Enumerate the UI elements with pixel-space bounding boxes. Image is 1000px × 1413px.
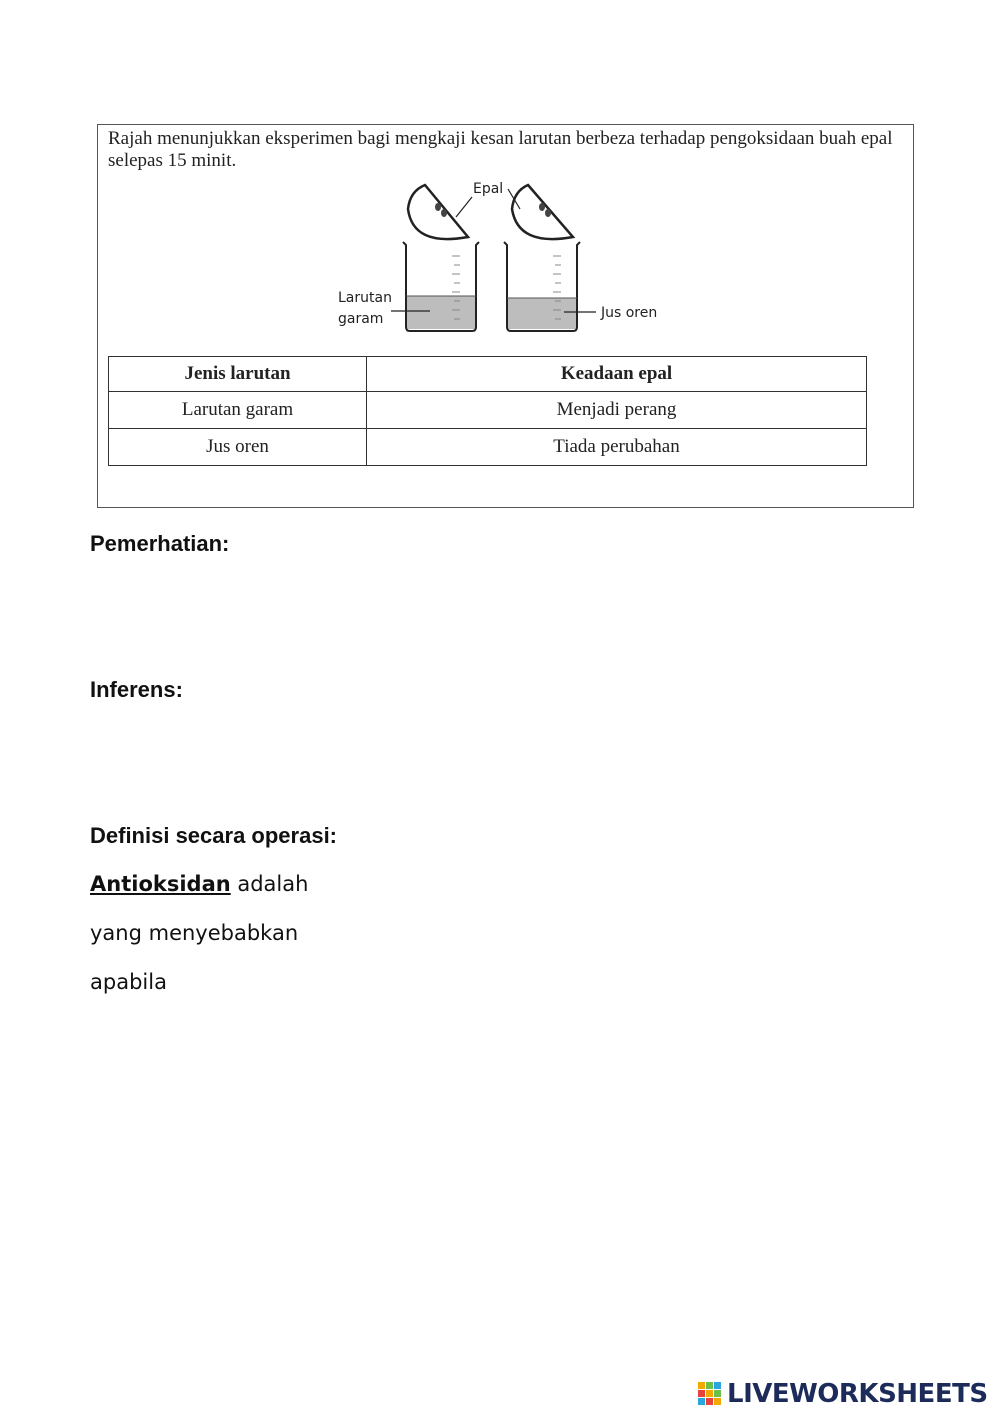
operational-definition-heading: Definisi secara operasi: — [90, 823, 338, 848]
table-row — [109, 429, 867, 466]
definition-term: Antioksidan — [90, 872, 231, 896]
beaker-right — [504, 242, 580, 331]
liveworksheets-logo — [697, 1378, 988, 1410]
observation-heading: Pemerhatian: — [90, 531, 230, 556]
definition-line-1 — [90, 872, 308, 896]
liveworksheets-logo-text: LIVEWORKSHEETS — [727, 1379, 988, 1409]
table-cell: Larutan garam — [109, 392, 367, 429]
table-cell: Menjadi perang — [367, 392, 867, 429]
question-box — [97, 124, 914, 508]
inference-heading: Inferens: — [90, 677, 183, 702]
table-header: Keadaan epal — [367, 357, 867, 392]
orange-juice-label: Jus oren — [601, 305, 658, 321]
salt-solution-label-line2: garam — [338, 311, 384, 327]
table-cell: Tiada perubahan — [367, 429, 867, 466]
apple-slice-right — [512, 185, 573, 239]
table-cell: Jus oren — [109, 429, 367, 466]
question-intro: Rajah menunjukkan eksperimen bagi mengkaji kesan larutan berbeza terhadap pengoksidaan buah epal selepas 15 minit. — [108, 128, 893, 171]
apple-slice-left — [408, 185, 468, 239]
beaker-left — [403, 242, 479, 331]
definition-line-1-rest: adalah — [230, 872, 309, 896]
experiment-diagram — [98, 125, 913, 355]
definition-line-2: yang menyebabkan — [90, 921, 299, 945]
definition-line-3: apabila — [90, 970, 167, 994]
apple-label: Epal — [473, 181, 504, 197]
liveworksheets-logo-icon — [697, 1381, 723, 1407]
salt-solution-label-line1: Larutan — [338, 290, 392, 306]
table-header: Jenis larutan — [109, 357, 367, 392]
table-row — [109, 392, 867, 429]
table-header-row — [109, 357, 867, 392]
results-table — [108, 356, 867, 466]
